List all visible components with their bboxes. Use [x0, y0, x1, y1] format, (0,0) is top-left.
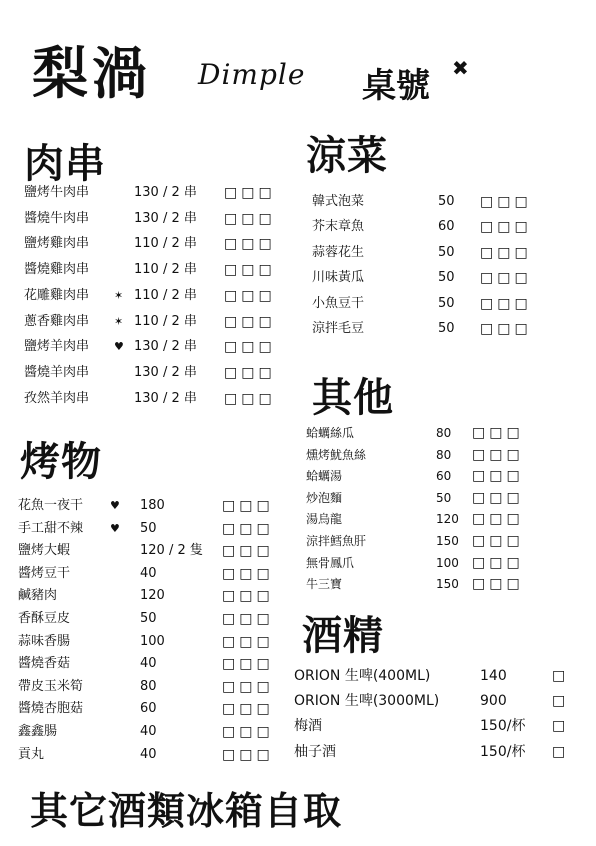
order-checkboxes[interactable]: □□□ — [480, 244, 532, 261]
order-checkboxes[interactable]: □ — [552, 743, 570, 760]
menu-item-name: 韓式泡菜 — [312, 194, 365, 209]
menu-item-price: 180 — [140, 498, 165, 513]
menu-row — [312, 192, 540, 212]
order-checkboxes[interactable]: □□□ — [222, 565, 274, 582]
order-checkboxes[interactable]: □□□ — [224, 185, 276, 201]
menu-row — [306, 509, 532, 529]
menu-item-price: 130 / 2 串 — [134, 390, 197, 406]
menu-item-name: 醬烤豆干 — [18, 565, 71, 581]
menu-item-price: 80 — [436, 447, 452, 462]
menu-row — [312, 294, 540, 314]
menu-item-price: 110 / 2 串 — [134, 313, 197, 329]
menu-item-name: 涼拌鱈魚肝 — [306, 534, 367, 548]
menu-item-price: 100 — [140, 633, 165, 649]
menu-item-name: 蛤蠣絲瓜 — [306, 426, 355, 440]
menu-item-name: 梅酒 — [294, 718, 322, 735]
menu-row — [18, 654, 282, 674]
section-heading-grilled: 烤物 — [20, 438, 102, 485]
order-checkboxes[interactable]: □ — [552, 718, 570, 735]
menu-item-name: 小魚豆干 — [312, 295, 365, 311]
order-checkboxes[interactable]: □□□ — [222, 701, 274, 718]
menu-row — [312, 243, 540, 263]
order-checkboxes[interactable]: □□□ — [480, 321, 532, 337]
menu-item-price: 50 — [140, 611, 157, 626]
menu-item-price: 40 — [140, 724, 157, 739]
section-heading-skewers: 肉串 — [24, 140, 106, 187]
menu-row — [18, 699, 282, 719]
order-checkboxes[interactable]: □□□ — [222, 633, 274, 650]
menu-item-price: 50 — [438, 321, 455, 336]
menu-item-price: 130 / 2 串 — [134, 210, 197, 226]
order-checkboxes[interactable]: □□□ — [224, 287, 276, 304]
order-checkboxes[interactable]: □□□ — [222, 611, 274, 627]
menu-row — [18, 677, 282, 697]
menu-item-price: 120 — [436, 512, 459, 527]
menu-item-price: 40 — [140, 565, 157, 581]
menu-item-price: 40 — [140, 656, 157, 672]
menu-row — [24, 183, 284, 203]
menu-item-name: 涼拌毛豆 — [312, 321, 365, 336]
menu-item-price: 120 / 2 隻 — [140, 543, 203, 559]
menu-item-name: 香酥豆皮 — [18, 611, 71, 626]
page-title: 梨渦 — [32, 41, 152, 107]
menu-item-name: ORION 生啤(3000ML) — [294, 693, 440, 710]
menu-item-name: 醬燒羊肉串 — [24, 364, 90, 380]
order-checkboxes[interactable]: □ — [552, 668, 570, 684]
menu-item-name: 無骨鳳爪 — [306, 555, 355, 570]
menu-item-price: 140 — [480, 668, 507, 684]
menu-row — [24, 389, 284, 409]
order-checkboxes[interactable]: □□□ — [224, 364, 276, 381]
menu-item-name: 鹽烤羊肉串 — [24, 339, 90, 355]
menu-row — [306, 423, 532, 443]
menu-item-price: 110 / 2 串 — [134, 262, 197, 278]
menu-row — [18, 564, 282, 584]
menu-item-price: 130 / 2 串 — [134, 364, 197, 380]
menu-row — [18, 632, 282, 652]
heart-icon: ♥ — [110, 499, 120, 512]
order-checkboxes[interactable]: □□□ — [224, 210, 276, 227]
menu-item-price: 130 / 2 串 — [134, 185, 197, 200]
order-checkboxes[interactable]: □□□ — [472, 533, 524, 549]
menu-item-price: 50 — [438, 244, 455, 260]
order-checkboxes[interactable]: □□□ — [224, 339, 276, 356]
section-heading-cold: 涼菜 — [306, 132, 388, 179]
order-checkboxes[interactable]: □□□ — [472, 446, 524, 463]
order-checkboxes[interactable]: □□□ — [480, 194, 532, 210]
menu-item-price: 130 / 2 串 — [134, 339, 197, 355]
menu-item-price: 50 — [438, 295, 455, 311]
menu-item-name: 川味黃瓜 — [312, 270, 365, 286]
menu-item-name: ORION 生啤(400ML) — [294, 668, 431, 684]
menu-item-name: 牛三寶 — [306, 577, 343, 592]
menu-row — [18, 722, 282, 742]
menu-row — [294, 666, 596, 686]
order-checkboxes[interactable]: □□□ — [472, 511, 524, 528]
order-checkboxes[interactable]: □□□ — [472, 554, 524, 571]
menu-row — [24, 260, 284, 280]
menu-item-price: 50 — [438, 270, 455, 286]
section-heading-others: 其他 — [312, 374, 394, 421]
menu-row — [24, 209, 284, 229]
menu-item-name: 醬燒牛肉串 — [24, 210, 90, 226]
order-checkboxes[interactable]: □□□ — [222, 498, 274, 514]
star-decoration-icon: ✖ — [452, 56, 469, 80]
menu-item-price: 150/杯 — [480, 743, 526, 760]
menu-item-price: 80 — [436, 426, 452, 440]
menu-item-name: 帶皮玉米筍 — [18, 678, 84, 694]
menu-item-name: 醬燒香菇 — [18, 656, 71, 672]
order-checkboxes[interactable]: □□□ — [224, 262, 276, 279]
menu-item-name: 蛤蠣湯 — [306, 469, 343, 484]
menu-item-name: 鹽烤雞肉串 — [24, 236, 90, 252]
menu-item-name: 醬燒雞肉串 — [24, 262, 90, 278]
order-checkboxes[interactable]: □□□ — [222, 588, 274, 605]
menu-item-price: 900 — [480, 693, 507, 710]
sparkle-icon: ✶ — [114, 314, 124, 328]
menu-item-price: 60 — [438, 219, 455, 235]
menu-item-name: 燻烤魷魚絲 — [306, 447, 367, 462]
menu-item-name: 鹽烤大蝦 — [18, 543, 71, 559]
menu-row — [312, 217, 540, 237]
order-checkboxes[interactable]: □□□ — [224, 236, 276, 253]
order-checkboxes[interactable]: □□□ — [224, 313, 276, 330]
order-checkboxes[interactable]: □ — [552, 693, 570, 710]
menu-item-price: 50 — [436, 490, 452, 505]
menu-row — [18, 745, 282, 765]
order-checkboxes[interactable]: □□□ — [472, 576, 524, 593]
menu-item-price: 60 — [140, 701, 157, 717]
menu-item-name: 蔥香雞肉串 — [24, 313, 90, 329]
menu-row — [18, 519, 282, 539]
menu-row — [18, 496, 282, 516]
menu-item-name: 花魚一夜干 — [18, 498, 84, 513]
menu-item-price: 50 — [140, 520, 157, 536]
order-checkboxes[interactable]: □□□ — [480, 219, 532, 236]
order-checkboxes[interactable]: □□□ — [224, 390, 276, 407]
order-checkboxes[interactable]: □□□ — [222, 656, 274, 673]
menu-item-name: 鑫鑫腸 — [18, 724, 58, 739]
menu-row — [306, 553, 532, 573]
menu-item-price: 150 — [436, 534, 459, 548]
menu-item-price: 60 — [436, 469, 452, 484]
heart-icon: ♥ — [114, 340, 124, 354]
menu-item-name: 孜然羊肉串 — [24, 390, 90, 406]
menu-item-name: 蒜味香腸 — [18, 633, 71, 649]
order-checkboxes[interactable]: □□□ — [222, 543, 274, 560]
order-checkboxes[interactable]: □□□ — [480, 270, 532, 287]
order-checkboxes[interactable]: □□□ — [222, 678, 274, 695]
menu-item-name: 蒜蓉花生 — [312, 244, 365, 260]
heart-icon: ♥ — [110, 521, 120, 535]
menu-row — [24, 337, 284, 357]
menu-item-name: 貢丸 — [18, 746, 45, 762]
menu-item-price: 100 — [436, 555, 459, 570]
menu-item-price: 50 — [438, 194, 455, 209]
menu-row — [294, 716, 596, 736]
menu-item-price: 110 / 2 串 — [134, 236, 197, 252]
menu-row — [18, 586, 282, 606]
menu-item-name: 柚子酒 — [294, 743, 336, 760]
menu-item-price: 150/杯 — [480, 718, 526, 735]
menu-item-name: 鹹豬肉 — [18, 588, 58, 604]
menu-row — [24, 286, 284, 306]
order-checkboxes[interactable]: □□□ — [222, 520, 274, 537]
menu-item-price: 40 — [140, 746, 157, 762]
order-checkboxes[interactable]: □□□ — [472, 489, 524, 506]
menu-item-price: 80 — [140, 678, 157, 694]
menu-item-name: 炒泡麵 — [306, 490, 343, 505]
menu-row — [18, 609, 282, 629]
menu-item-name: 湯烏龍 — [306, 512, 343, 527]
menu-row — [24, 234, 284, 254]
menu-row — [24, 312, 284, 332]
page-subtitle: Dimple — [198, 58, 306, 91]
menu-row — [306, 488, 532, 508]
table-number-label: 桌號 — [362, 66, 430, 106]
sparkle-icon: ✶ — [114, 288, 124, 302]
order-checkboxes[interactable]: □□□ — [222, 724, 274, 740]
menu-item-name: 手工甜不辣 — [18, 520, 84, 536]
menu-row — [294, 742, 596, 762]
footer-note: 其它酒類冰箱自取 — [30, 789, 343, 833]
menu-item-name: 芥末章魚 — [312, 219, 365, 235]
menu-item-name: 花雕雞肉串 — [24, 287, 90, 303]
menu-row — [24, 363, 284, 383]
section-heading-alcohol: 酒精 — [302, 612, 384, 659]
menu-row — [312, 268, 540, 288]
order-checkboxes[interactable]: □□□ — [472, 425, 524, 441]
menu-row — [312, 319, 540, 339]
order-checkboxes[interactable]: □□□ — [472, 468, 524, 485]
menu-row — [306, 445, 532, 465]
menu-row — [306, 466, 532, 486]
order-checkboxes[interactable]: □□□ — [480, 295, 532, 312]
menu-item-price: 120 — [140, 588, 165, 604]
menu-row — [306, 531, 532, 551]
menu-item-name: 醬燒杏胞菇 — [18, 701, 84, 717]
order-checkboxes[interactable]: □□□ — [222, 746, 274, 763]
menu-item-price: 110 / 2 串 — [134, 287, 197, 303]
menu-item-name: 鹽烤牛肉串 — [24, 185, 90, 200]
menu-row — [306, 574, 532, 594]
menu-row — [294, 691, 596, 711]
menu-item-price: 150 — [436, 577, 459, 592]
menu-row — [18, 541, 282, 561]
